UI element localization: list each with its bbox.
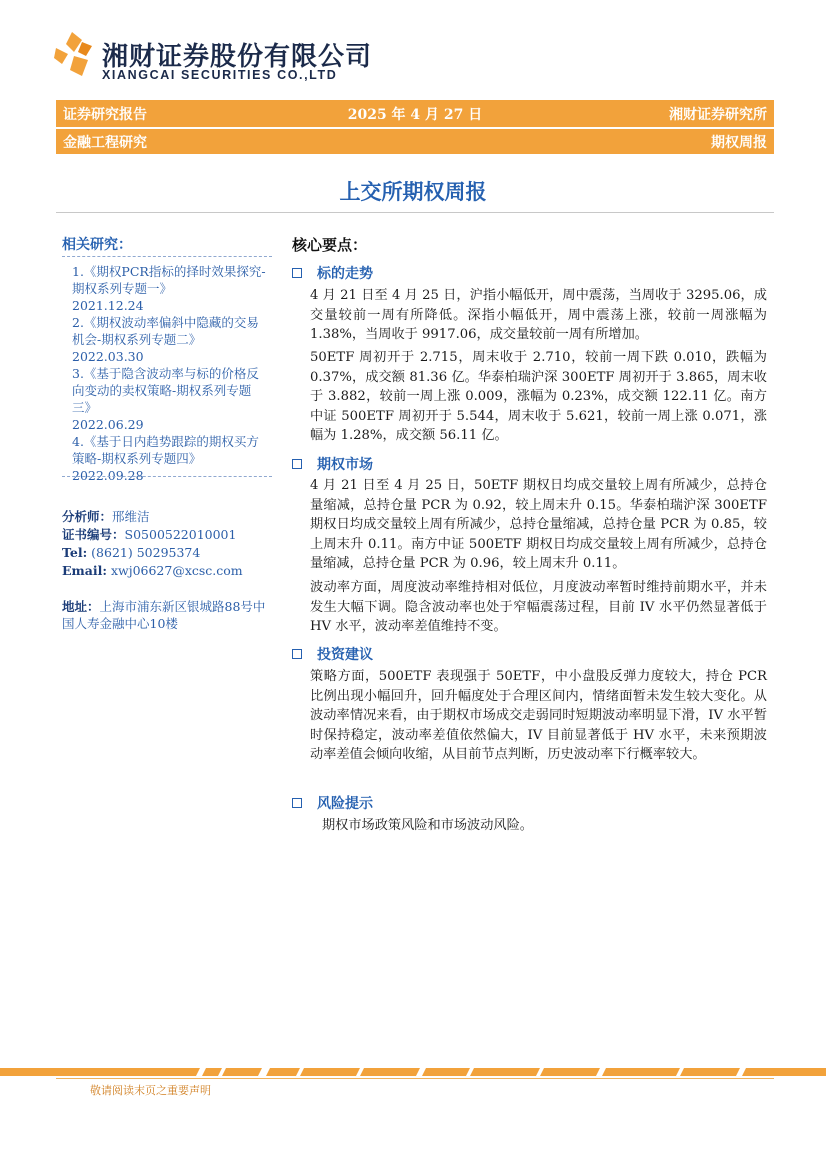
related-date: 2022.06.29 — [72, 417, 144, 432]
paragraph: 期权市场政策风险和市场波动风险。 — [322, 818, 533, 833]
section-heading-investment-advice — [292, 644, 373, 664]
analyst-label: 分析师： — [62, 509, 113, 524]
footer-stripe — [0, 1068, 826, 1076]
email-label: Email: — [62, 563, 107, 578]
report-date: 2025 年 4 月 27 日 — [347, 106, 483, 123]
header-band-bottom — [56, 129, 774, 154]
related-title[interactable]: 3.《基于隐含波动率与标的价格反向变动的卖权策略-期权系列专题三》 — [72, 366, 259, 415]
company-logo-icon — [52, 30, 94, 80]
related-research-heading: 相关研究： — [62, 237, 132, 253]
report-type: 证券研究报告 — [63, 106, 147, 123]
email-link[interactable]: xwj06627@xcsc.com — [110, 563, 243, 578]
list-item[interactable] — [72, 314, 269, 365]
cert-label: 证书编号： — [62, 527, 125, 542]
related-date: 2022.09.28 — [72, 468, 144, 483]
paragraph: 4 月 21 日至 4 月 25 日，50ETF 期权日均成交量较上周有所减少，总持仓量缩减，总持仓量 PCR 为 0.92，较上周末升 0.15。华泰柏瑞沪深 300ETF 期权日均成交量较上周有所减少，总持仓量缩减，总持仓量 PCR 为 0.85，较上周末升 0.11。南方中证 500ETF 期权日均成交量较上周有所减少，总持仓量缩减，总持仓量 PCR 为 0.96，较上周末升 0.11。 — [310, 478, 767, 571]
paragraph: 50ETF 周初开于 2.715，周末收于 2.710，较前一周下跌 0.010，跌幅为 0.37%，成交额 81.36 亿。华泰柏瑞沪深 300ETF 周初开于 3.865，周末收于 3.882，较前一周上涨 0.009，涨幅为 0.23%，成交额 122.11 亿。南方中证 500ETF 周初开于 5.544，周末收于 5.621，较前一周上涨 0.071，涨幅为 1.28%，成交额 56.11 亿。 — [310, 350, 767, 443]
list-item[interactable] — [72, 263, 269, 314]
related-divider-top — [62, 256, 272, 257]
report-series: 期权周报 — [711, 134, 767, 151]
checkbox-bullet-icon — [292, 649, 302, 659]
page-title: 上交所期权周报 — [339, 180, 487, 204]
section-title: 风险提示 — [317, 796, 373, 812]
section-title: 期权市场 — [317, 457, 373, 473]
related-divider-bottom — [62, 476, 272, 477]
section-heading-underlying — [292, 263, 373, 283]
paragraph: 波动率方面，周度波动率维持相对低位，月度波动率暂时维持前期水平，并未发生大幅下调。隐含波动率也处于窄幅震荡过程，目前 IV 水平仍然显著低于 HV 水平，波动率差值维持不变。 — [310, 580, 767, 634]
company-name-en: XIANGCAI SECURITIES CO.,LTD — [102, 68, 338, 82]
related-title[interactable]: 4.《基于日内趋势跟踪的期权买方策略-期权系列专题四》 — [72, 434, 259, 466]
footer-disclaimer[interactable]: 敬请阅读末页之重要声明 — [90, 1084, 211, 1097]
section-heading-options-market — [292, 454, 373, 474]
related-date: 2022.03.30 — [72, 349, 144, 364]
address-label: 地址： — [62, 599, 100, 614]
related-research-list — [72, 263, 269, 484]
paragraph: 策略方面，500ETF 表现强于 50ETF，中小盘股反弹力度较大，持仓 PCR 比例出现小幅回升，回升幅度处于合理区间内，情绪面暂未发生较大变化。从波动率情况来看，由于期权市场成交走弱同时短期波动率明显下滑，IV 水平暂时保持稳定，波动率差值依然偏大，IV 目前显著低于 HV 水平，未来预期波动率差值会倾向收缩，从目前节点判断，历史波动率下行概率较大。 — [310, 669, 767, 762]
related-title[interactable]: 1.《期权PCR指标的择时效果探究-期权系列专题一》 — [72, 264, 266, 296]
company-name-cn: 湘财证券股份有限公司 — [102, 42, 373, 72]
title-divider — [56, 212, 774, 213]
related-title[interactable]: 2.《期权波动率偏斜中隐藏的交易机会-期权系列专题二》 — [72, 315, 259, 347]
institute-name: 湘财证券研究所 — [669, 106, 767, 123]
address-block — [62, 598, 272, 632]
analyst-info — [62, 508, 243, 580]
tel-number: (8621) 50295374 — [91, 545, 201, 560]
related-date: 2021.12.24 — [72, 298, 144, 313]
research-category: 金融工程研究 — [63, 134, 147, 151]
core-points-heading: 核心要点： — [292, 236, 368, 254]
footer-divider — [56, 1078, 774, 1079]
analyst-name: 邢维洁 — [112, 509, 150, 524]
section-title: 投资建议 — [317, 647, 373, 663]
checkbox-bullet-icon — [292, 268, 302, 278]
address-text: 上海市浦东新区银城路88号中国人寿金融中心10楼 — [62, 599, 266, 631]
section-title: 标的走势 — [317, 266, 373, 282]
tel-label: Tel: — [62, 545, 88, 560]
checkbox-bullet-icon — [292, 459, 302, 469]
cert-number: S0500522010001 — [124, 527, 237, 542]
paragraph: 4 月 21 日至 4 月 25 日，沪指小幅低开，周中震荡，当周收于 3295.06，成交量较前一周有所降低。深指小幅低开，周中震荡上涨，较前一周涨幅为 1.38%，当周收于 9917.06，成交量较前一周有所增加。 — [310, 288, 767, 342]
list-item[interactable] — [72, 365, 269, 433]
checkbox-bullet-icon — [292, 798, 302, 808]
section-heading-risk — [292, 793, 373, 813]
header-band-top — [56, 100, 774, 127]
